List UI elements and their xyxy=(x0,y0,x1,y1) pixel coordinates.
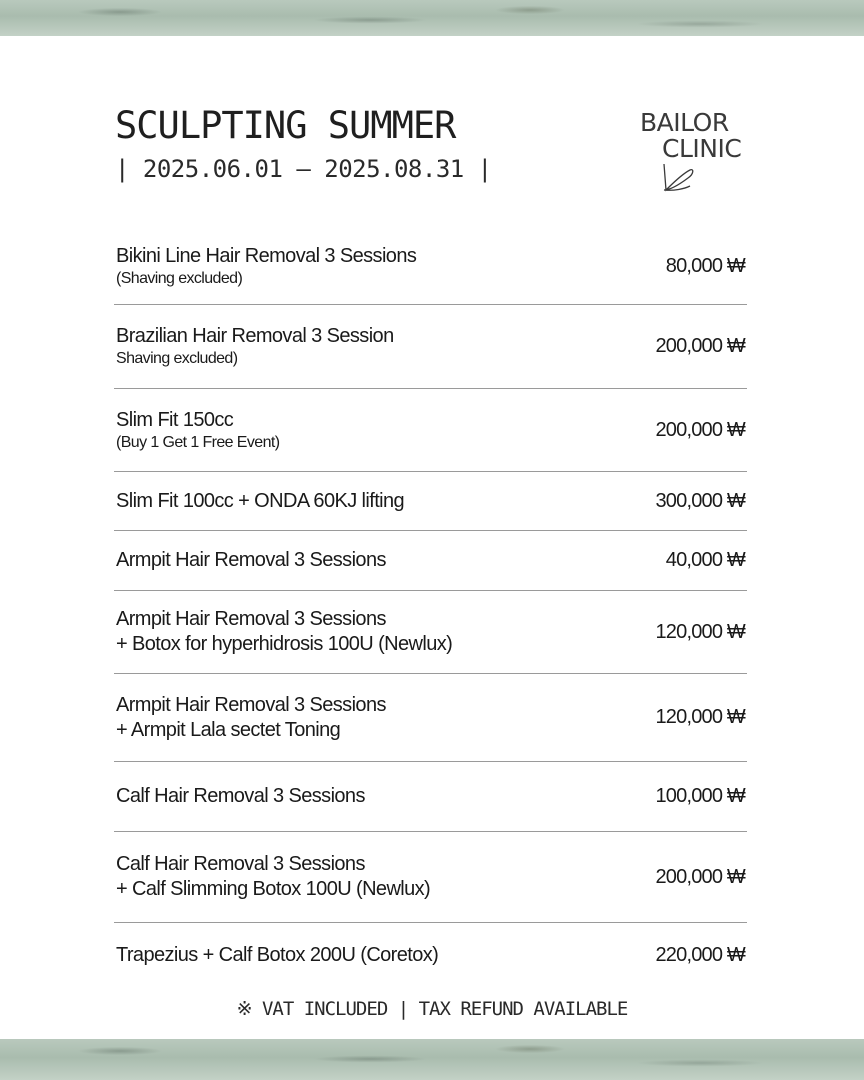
item-price: 100,000 ₩ xyxy=(655,785,745,807)
item-name: Armpit Hair Removal 3 Sessions xyxy=(116,693,386,716)
item-name: Bikini Line Hair Removal 3 Sessions xyxy=(116,244,417,267)
list-item xyxy=(114,591,747,674)
item-price: 120,000 ₩ xyxy=(655,620,745,643)
item-name: Trapezius + Calf Botox 200U (Coretox) xyxy=(116,943,439,966)
item-note: Shaving excluded) xyxy=(116,350,238,367)
logo-line-1: BAILOR xyxy=(640,108,729,137)
item-name: Slim Fit 100cc + ONDA 60KJ lifting xyxy=(116,489,405,512)
item-name: Slim Fit 150cc xyxy=(116,408,234,431)
list-item xyxy=(114,923,747,987)
water-banner-bottom xyxy=(0,1039,864,1080)
clinic-logo xyxy=(640,110,760,162)
item-price: 200,000 ₩ xyxy=(655,865,745,888)
item-name-line-2: + Armpit Lala sectet Toning xyxy=(116,718,341,741)
item-name: Calf Hair Removal 3 Sessions xyxy=(116,853,365,875)
logo-mark-icon xyxy=(660,160,700,194)
item-price: 40,000 ₩ xyxy=(665,549,745,571)
list-item xyxy=(114,674,747,762)
item-name: Armpit Hair Removal 3 Sessions xyxy=(116,608,386,630)
vat-note: ※ VAT INCLUDED | TAX REFUND AVAILABLE xyxy=(236,998,628,1020)
list-item xyxy=(114,228,747,305)
water-banner-top xyxy=(0,0,864,36)
item-note: (Buy 1 Get 1 Free Event) xyxy=(116,433,280,451)
list-item xyxy=(114,305,747,389)
item-name-line-2: + Calf Slimming Botox 100U (Newlux) xyxy=(116,878,431,900)
promotion-dates: | 2025.06.01 – 2025.08.31 | xyxy=(115,155,492,183)
item-price: 220,000 ₩ xyxy=(655,943,745,966)
list-item xyxy=(114,762,747,832)
list-item xyxy=(114,531,747,591)
page-title: SCULPTING SUMMER xyxy=(115,104,456,147)
item-price: 300,000 ₩ xyxy=(655,489,745,512)
item-note: (Shaving excluded) xyxy=(116,269,243,287)
price-list xyxy=(114,228,747,987)
item-price: 200,000 ₩ xyxy=(655,418,745,441)
item-name: Armpit Hair Removal 3 Sessions xyxy=(116,549,386,571)
list-item xyxy=(114,832,747,923)
item-price: 80,000 ₩ xyxy=(665,254,745,277)
item-name-line-2: + Botox for hyperhidrosis 100U (Newlux) xyxy=(116,633,453,655)
logo-line-2: CLINIC xyxy=(662,134,742,163)
list-item xyxy=(114,389,747,472)
item-price: 200,000 ₩ xyxy=(655,335,745,357)
list-item xyxy=(114,472,747,531)
item-price: 120,000 ₩ xyxy=(655,706,745,728)
item-name: Calf Hair Removal 3 Sessions xyxy=(116,785,365,807)
item-name: Brazilian Hair Removal 3 Session xyxy=(116,325,394,347)
